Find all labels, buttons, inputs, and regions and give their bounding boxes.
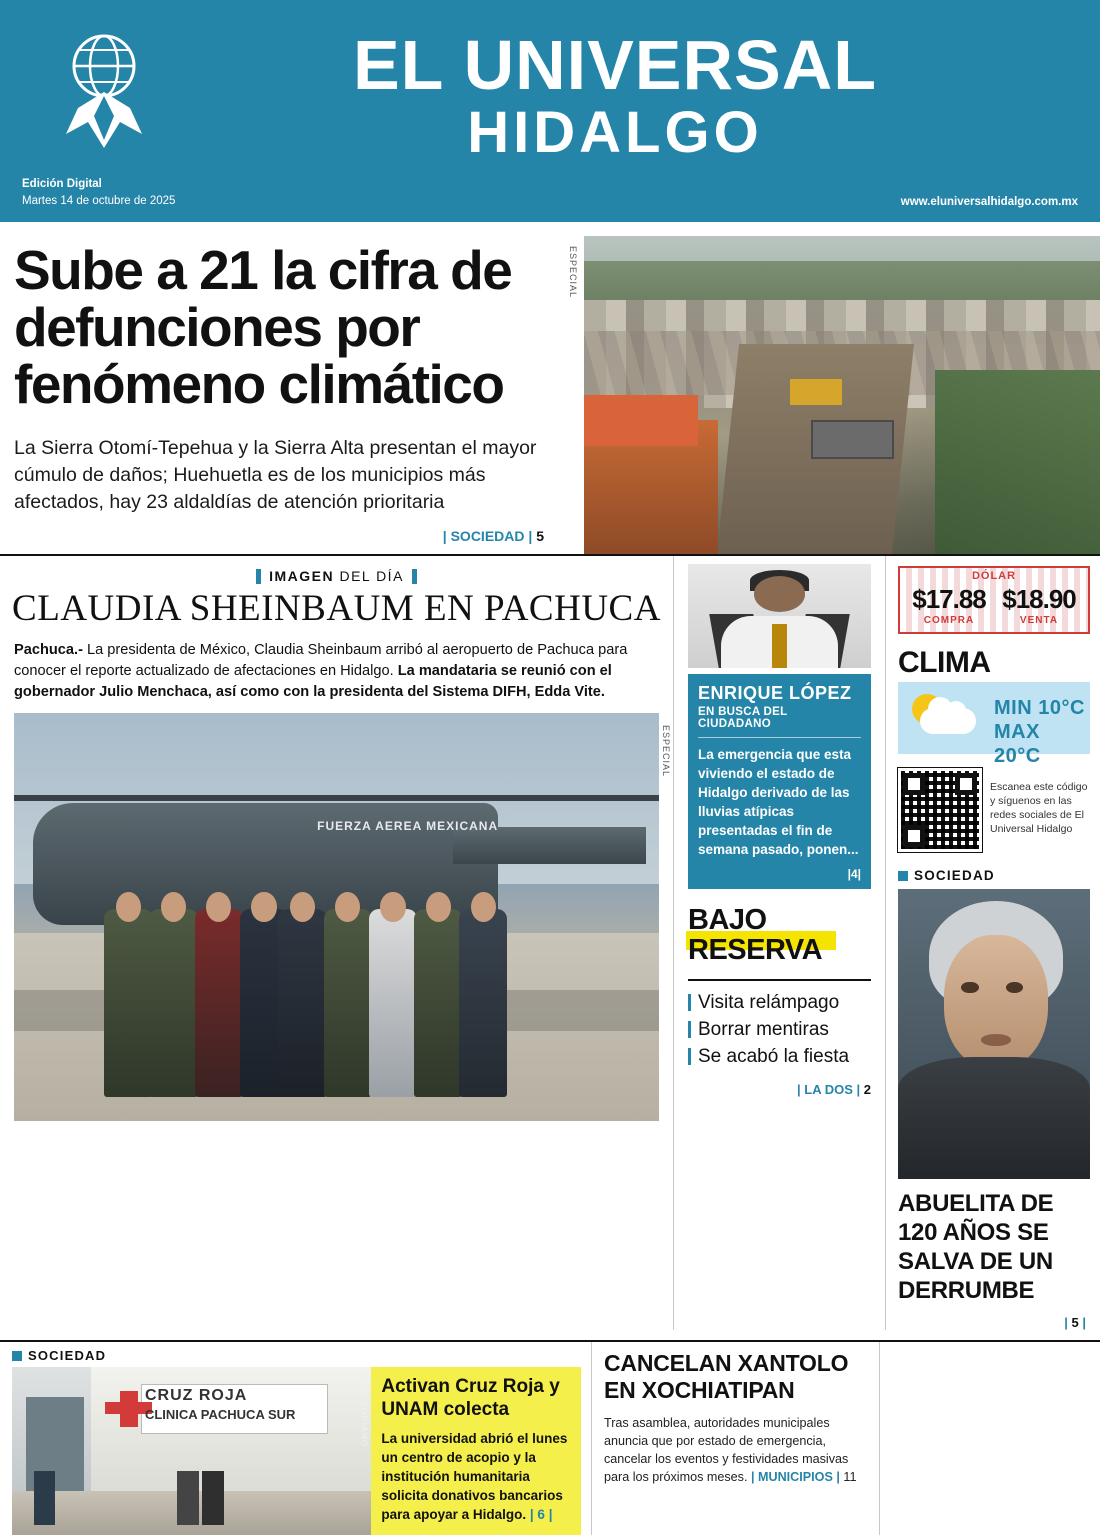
cruz-roja-body: La universidad abrió el lunes un centro de acopio y la institución humanitaria solicita donativos bancarios para apoyar a Hidalgo. bbox=[381, 1431, 568, 1522]
photo-sign-line2: CLINICA PACHUCA SUR bbox=[144, 1407, 296, 1423]
lead-section: SOCIEDAD bbox=[450, 528, 525, 544]
opinion-column-name: EN BUSCA DEL CIUDADANO bbox=[698, 706, 788, 730]
imagen-del-dia-kicker bbox=[0, 568, 673, 584]
cruz-roja-section-tag bbox=[12, 1348, 591, 1363]
kicker-light: DEL DÍA bbox=[339, 568, 404, 584]
xantolo-body: Tras asamblea, autoridades municipales anuncia que por estado de emergencia, cancelar los eventos y festividades masivas para los próximos meses. bbox=[604, 1416, 849, 1484]
bajo-reserva-rule bbox=[688, 979, 871, 981]
qr-caption: Escanea este código y síguenos en las redes sociales de El Universal Hidalgo bbox=[990, 781, 1088, 835]
helicopter-marking: FUERZA AEREA MEXICANA bbox=[317, 819, 499, 834]
masthead-subtitle: HIDALGO bbox=[467, 100, 763, 165]
xantolo-page: 11 bbox=[843, 1470, 857, 1484]
dollar-buy-label: COMPRA bbox=[923, 615, 975, 626]
bajo-reserva-section: | LA DOS | bbox=[797, 1082, 861, 1097]
imagen-del-dia-title[interactable]: CLAUDIA SHEINBAUM EN PACHUCA bbox=[12, 588, 661, 629]
dollar-sell-label: VENTA bbox=[1019, 615, 1059, 626]
opinion-page: |4| bbox=[847, 867, 861, 881]
qr-code-icon[interactable] bbox=[898, 768, 982, 852]
edition-label: Edición Digital bbox=[22, 178, 102, 190]
weather-title: CLIMA bbox=[898, 646, 991, 679]
cloud-icon bbox=[920, 708, 976, 734]
abuelita-page-credit[interactable]: | 5 | bbox=[1064, 1315, 1086, 1330]
mid-section bbox=[0, 556, 1100, 1330]
section-square-icon bbox=[12, 1351, 22, 1361]
kicker-strong: IMAGEN bbox=[269, 568, 335, 584]
abuelita-headline[interactable]: ABUELITA DE 120 AÑOS SE SALVA DE UN DERRUMBE bbox=[898, 1190, 1054, 1304]
bajo-reserva-page: 2 bbox=[863, 1082, 871, 1097]
bottom-right-spacer bbox=[880, 1342, 1100, 1535]
edition-date: Martes 14 de octubre de 2025 bbox=[22, 195, 176, 207]
kicker-bar-left bbox=[256, 569, 261, 584]
abuelita-photo bbox=[898, 889, 1090, 1179]
dollar-sell bbox=[1002, 584, 1076, 626]
abuelita-section-label: SOCIEDAD bbox=[914, 868, 995, 883]
body-part-1: La presidenta de México, Claudia Sheinbaum arribó al aeropuerto de Pachuca para conocer el reporte actualizado de afectaciones en Hidalgo. bbox=[14, 642, 628, 679]
xantolo-section[interactable]: | MUNICIPIOS | bbox=[750, 1470, 840, 1484]
abuelita-page: 5 bbox=[1071, 1315, 1079, 1330]
section-square-icon bbox=[898, 871, 908, 881]
imagen-del-dia-photo-wrap bbox=[0, 713, 673, 1121]
weather-max: MAX 20°C bbox=[994, 721, 1041, 767]
lead-photo bbox=[584, 236, 1100, 554]
masthead-titles bbox=[190, 28, 1060, 164]
list-item[interactable]: Se acabó la fiesta bbox=[688, 1043, 871, 1070]
masthead bbox=[0, 0, 1100, 222]
edition-info bbox=[22, 176, 175, 210]
opinion-box[interactable] bbox=[688, 674, 871, 889]
cruz-roja-photo-credit: LUIS SORIANO bbox=[359, 1375, 370, 1448]
bajo-reserva-credit[interactable] bbox=[688, 1082, 871, 1097]
columnist-portrait bbox=[688, 564, 871, 668]
abuelita-section-tag bbox=[898, 868, 1100, 883]
opinion-divider bbox=[698, 737, 861, 738]
bottom-section bbox=[0, 1340, 1100, 1535]
dateline: Pachuca.- bbox=[14, 642, 83, 658]
imagen-del-dia-photo bbox=[14, 713, 659, 1121]
cruz-roja-page[interactable]: | 6 | bbox=[529, 1507, 553, 1522]
dollar-rate-box bbox=[898, 566, 1090, 634]
lead-page: 5 bbox=[536, 528, 544, 544]
bajo-reserva-title-line1: BAJO bbox=[688, 904, 767, 936]
imagen-del-dia-column bbox=[0, 556, 674, 1330]
services-column bbox=[886, 556, 1100, 1330]
lead-section-credit[interactable]: | SOCIEDAD | 5 bbox=[442, 528, 544, 544]
xantolo-headline[interactable]: CANCELAN XANTOLO EN XOCHIATIPAN bbox=[604, 1350, 849, 1403]
lead-photo-block bbox=[566, 236, 1100, 554]
dollar-label: DÓLAR bbox=[971, 570, 1017, 582]
lead-text-block bbox=[0, 236, 566, 554]
imagen-del-dia-photo-credit: ESPECIAL bbox=[661, 725, 671, 778]
imagen-del-dia-body bbox=[0, 640, 673, 713]
list-item[interactable]: Visita relámpago bbox=[688, 989, 871, 1016]
photo-sign-line1: CRUZ ROJA bbox=[144, 1387, 248, 1405]
cruz-roja-section-label: SOCIEDAD bbox=[28, 1348, 107, 1363]
kicker-bar-right bbox=[412, 569, 417, 584]
website-url[interactable]: www.eluniversalhidalgo.com.mx bbox=[900, 196, 1078, 208]
cruz-roja-photo bbox=[12, 1367, 371, 1535]
dollar-buy bbox=[912, 584, 986, 626]
body-part-2: La mandataria se reunió con el gobernador Julio Menchaca, así como con la presidenta del Sistema DIFH, Edda Vite. bbox=[14, 663, 612, 700]
bajo-reserva-title-line2: RESERVA bbox=[688, 934, 823, 966]
opinion-author: ENRIQUE LÓPEZ bbox=[698, 683, 852, 703]
list-item[interactable]: Borrar mentiras bbox=[688, 1016, 871, 1043]
bajo-reserva-block[interactable] bbox=[688, 905, 871, 1097]
cruz-roja-text-block bbox=[371, 1367, 581, 1535]
weather-box bbox=[898, 682, 1090, 767]
opinion-excerpt: La emergencia que esta viviendo el estado de Hidalgo derivado de las lluvias atípicas presentadas el fin de semana pasado, ponen... bbox=[698, 747, 859, 857]
weather-min: MIN 10°C bbox=[994, 697, 1085, 719]
dollar-buy-value: $17.88 bbox=[912, 584, 986, 614]
lead-photo-credit: ESPECIAL bbox=[568, 246, 578, 299]
lead-deck: La Sierra Otomí-Tepehua y la Sierra Alta presentan el mayor cúmulo de daños; Huehuetla es de los municipios más afectados, hay 23 aldaldías de atención prioritaria bbox=[14, 437, 537, 513]
opinion-column bbox=[674, 556, 886, 1330]
eagle-globe-icon bbox=[48, 30, 160, 150]
cruz-roja-story bbox=[0, 1342, 592, 1535]
qr-block bbox=[898, 768, 1090, 852]
xantolo-story bbox=[592, 1342, 880, 1535]
cruz-roja-headline[interactable]: Activan Cruz Roja y UNAM colecta bbox=[381, 1376, 560, 1420]
dollar-sell-value: $18.90 bbox=[1002, 584, 1076, 614]
masthead-title: EL UNIVERSAL bbox=[352, 26, 878, 104]
lead-headline[interactable]: Sube a 21 la cifra de defunciones por fenómeno climático bbox=[14, 239, 512, 415]
lead-story bbox=[0, 222, 1100, 556]
